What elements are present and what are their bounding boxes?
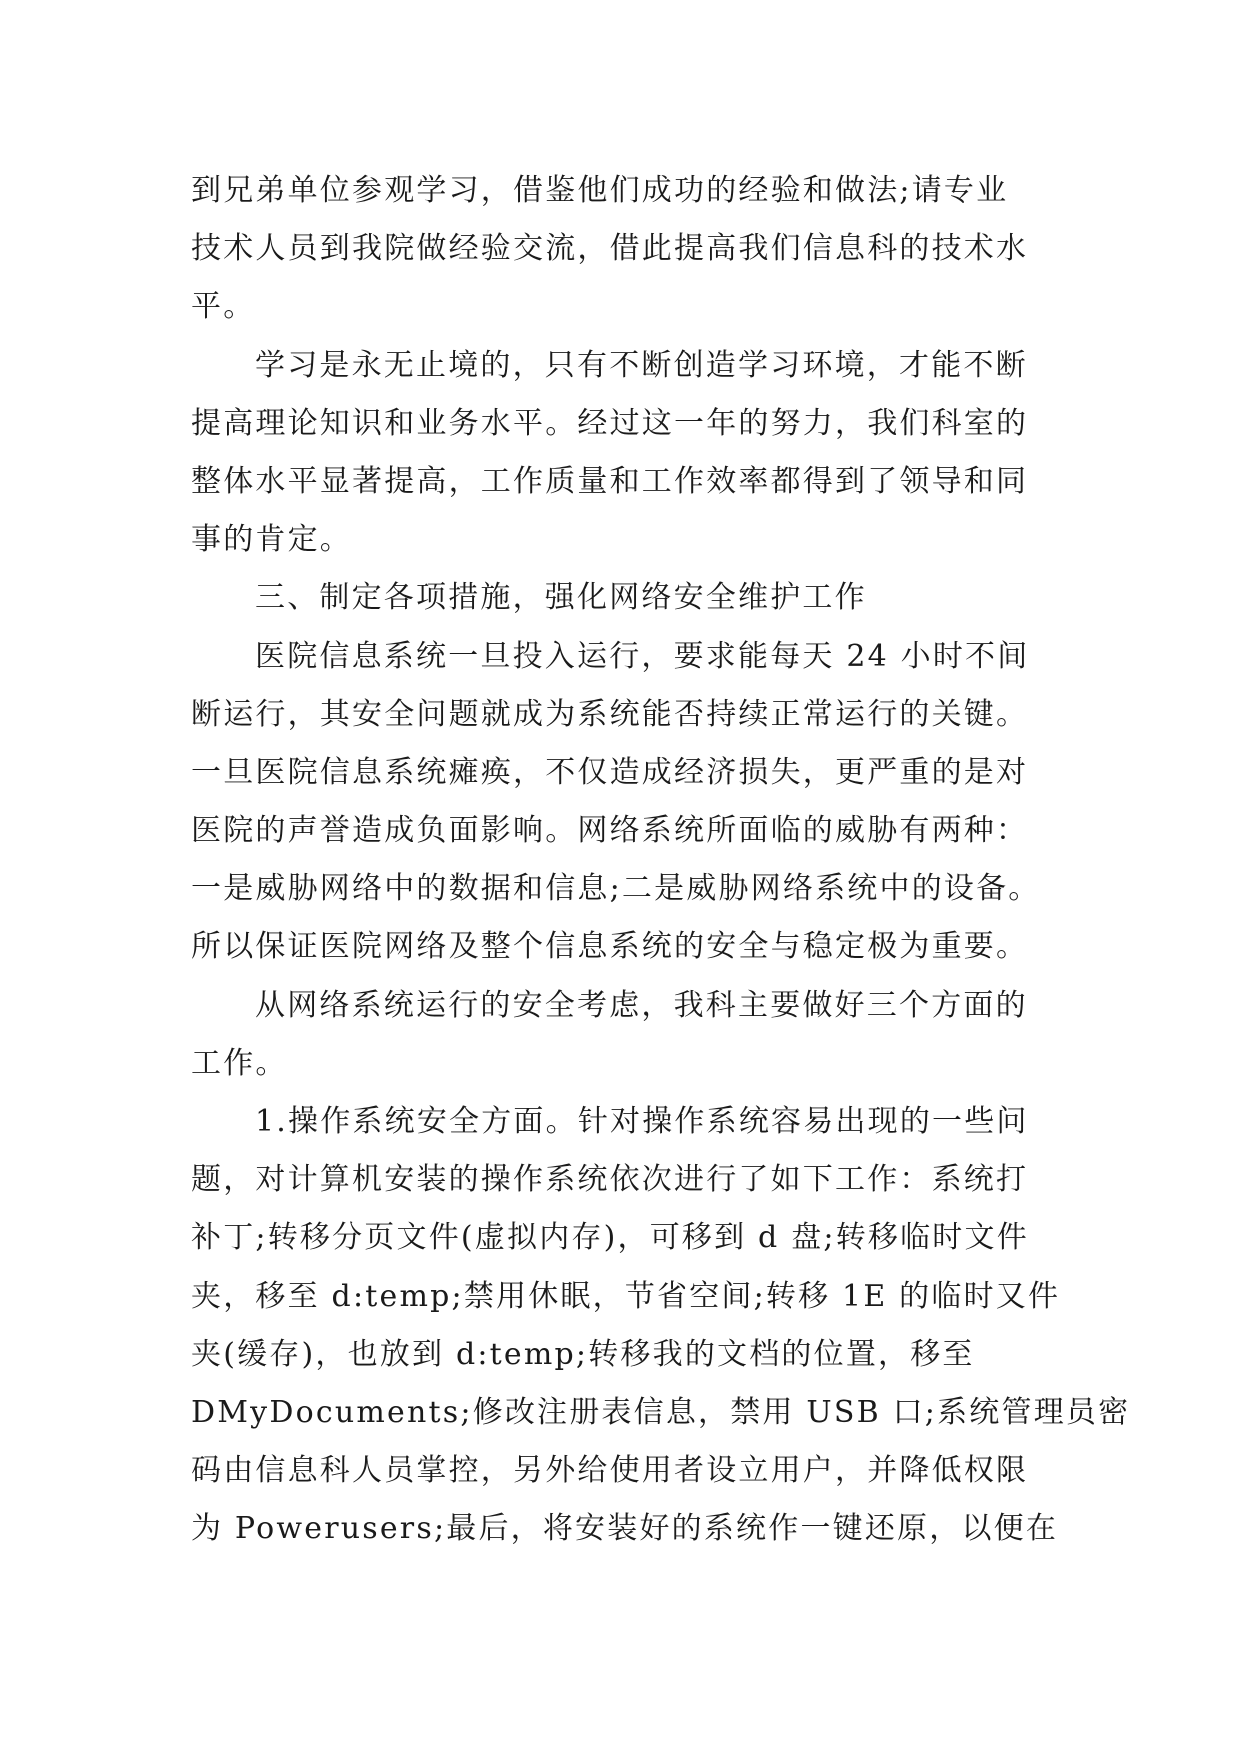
text-line: 题，对计算机安装的操作系统依次进行了如下工作：系统打 xyxy=(191,1162,1029,1198)
text-line: 夹(缓存)，也放到 d:temp;转移我的文档的位置，移至 xyxy=(191,1336,975,1372)
text-line: 整体水平显著提高，工作质量和工作效率都得到了领导和同 xyxy=(191,463,1029,499)
text-line: 到兄弟单位参观学习，借鉴他们成功的经验和做法;请专业 xyxy=(191,173,1009,208)
text-line: 医院的声誉造成负面影响。网络系统所面临的威胁有两种： xyxy=(191,813,1029,849)
document-body xyxy=(191,162,1131,1559)
text-line: 1.操作系统安全方面。针对操作系统容易出现的一些问 xyxy=(255,1104,1029,1139)
text-line: 为 Powerusers;最后，将安装好的系统作一键还原，以便在 xyxy=(191,1511,1059,1547)
text-line: 补丁;转移分页文件(虚拟内存)，可移到 d 盘;转移临时文件 xyxy=(191,1220,1029,1256)
text-line: 一旦医院信息系统瘫痪，不仅造成经济损失，更严重的是对 xyxy=(191,754,1029,790)
text-line: 提高理论知识和业务水平。经过这一年的努力，我们科室的 xyxy=(191,405,1029,441)
text-line: 平。 xyxy=(191,289,256,325)
text-line: 三、制定各项措施，强化网络安全维护工作 xyxy=(255,580,867,616)
text-line: 从网络系统运行的安全考虑，我科主要做好三个方面的 xyxy=(255,987,1028,1023)
text-line: 一是威胁网络中的数据和信息;二是威胁网络系统中的设备。 xyxy=(191,871,1041,907)
text-line: 所以保证医院网络及整个信息系统的安全与稳定极为重要。 xyxy=(191,929,1029,965)
text-line: 码由信息科人员掌控，另外给使用者设立用户，并降低权限 xyxy=(191,1453,1029,1489)
text-line: DMyDocuments;修改注册表信息，禁用 USB 口;系统管理员密 xyxy=(191,1394,1131,1430)
text-line: 工作。 xyxy=(191,1045,288,1081)
text-line: 医院信息系统一旦投入运行，要求能每天 24 小时不间 xyxy=(255,638,1030,674)
text-line: 技术人员到我院做经验交流，借此提高我们信息科的技术水 xyxy=(191,231,1029,267)
text-line: 断运行，其安全问题就成为系统能否持续正常运行的关键。 xyxy=(191,696,1029,732)
text-line: 学习是永无止境的，只有不断创造学习环境，才能不断 xyxy=(255,347,1028,383)
text-line: 夹，移至 d:temp;禁用休眠，节省空间;转移 1E 的临时又件 xyxy=(191,1278,1061,1314)
text-line: 事的肯定。 xyxy=(191,522,352,558)
